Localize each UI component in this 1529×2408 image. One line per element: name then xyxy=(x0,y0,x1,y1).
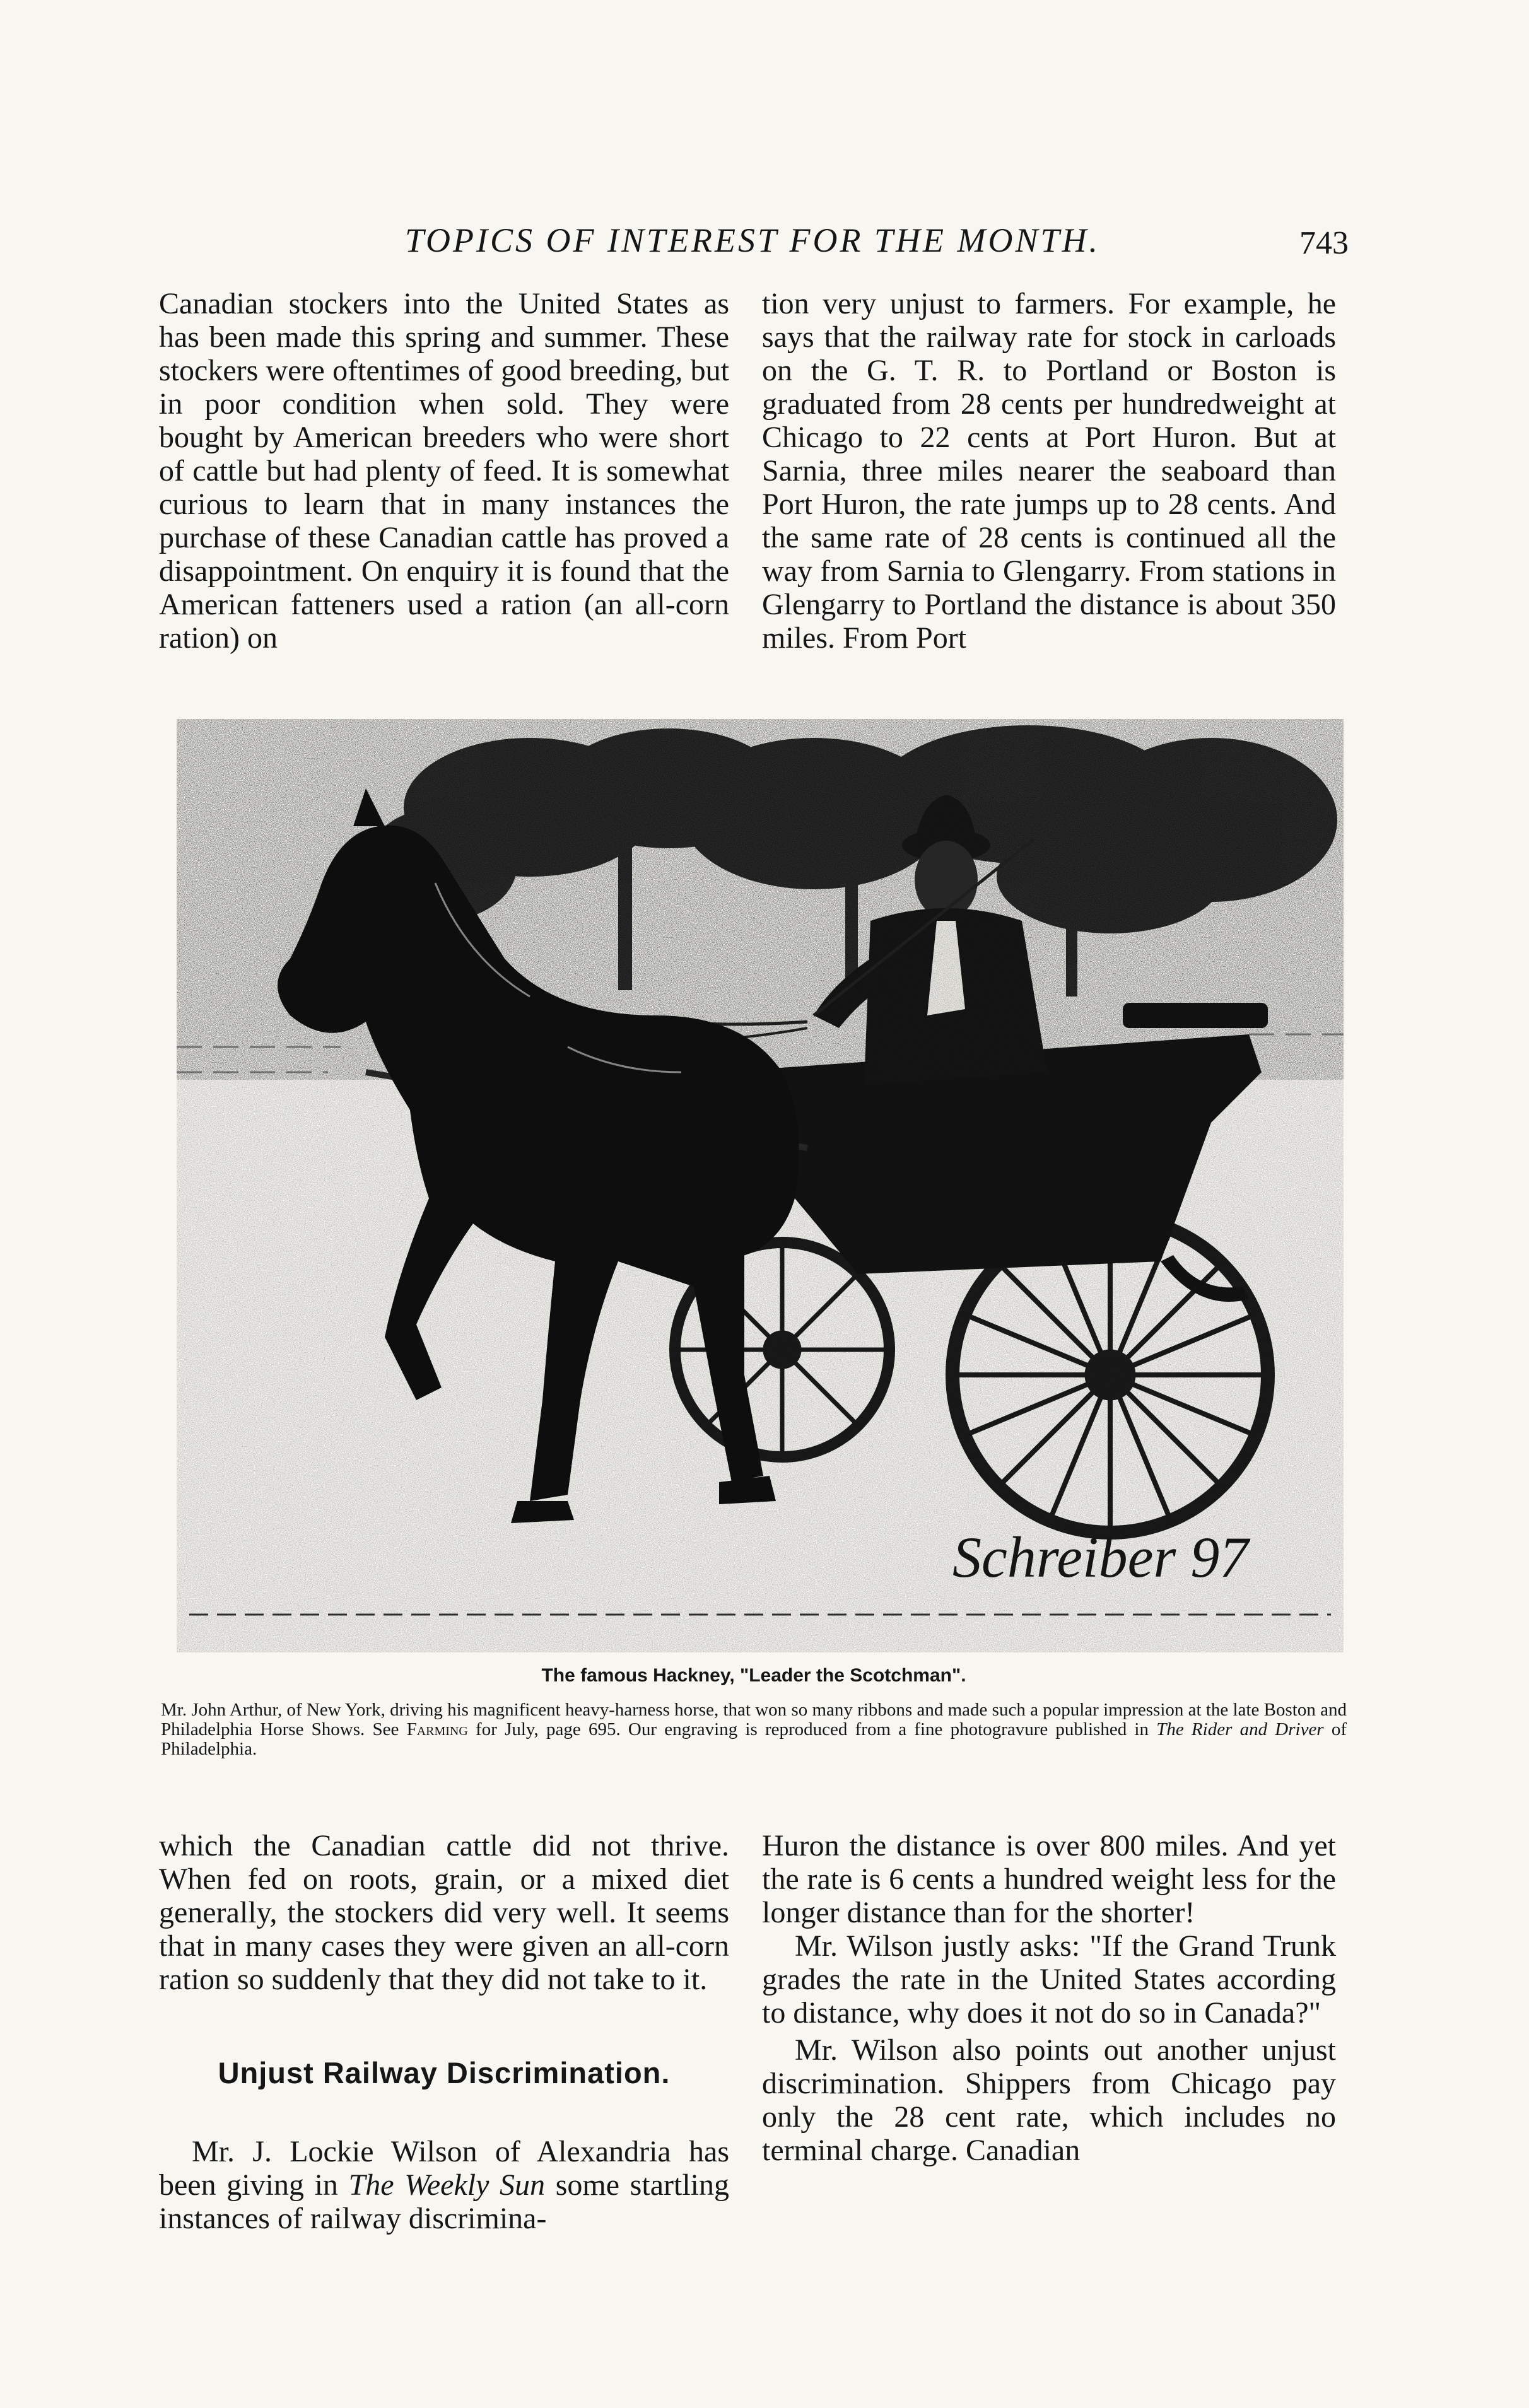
caption-text-part: of Philadelphia. xyxy=(161,1719,1347,1759)
caption-text-part: Mr. John Arthur, of New York, driving his magnificent heavy-harness horse, that won so many ribbons and made such a popular impression at the late Boston and Philadelphia Horse Shows. See xyxy=(161,1700,1347,1739)
engraving-image xyxy=(177,719,1344,1652)
page-number: 743 xyxy=(1299,225,1349,261)
caption-text xyxy=(161,1700,1347,1759)
figure-caption xyxy=(161,1665,1347,1759)
paragraph-text-part: Mr. J. Lockie Wilson of Alexandria has been giving in xyxy=(159,2135,729,2202)
artist-signature: Schreiber 97 xyxy=(952,1525,1249,1589)
paragraph-bottom-left-1: which the Canadian cattle did not thrive. When fed on roots, grain, or a mixed diet generally, the stockers did very well. It seems that in many cases they were given an all-corn ration so suddenly that they did not take to it. xyxy=(159,1829,729,1996)
column-top-right xyxy=(762,287,1336,691)
hackney-illustration xyxy=(177,719,1344,1652)
column-bottom-left xyxy=(159,1829,729,2397)
caption-text-part: for July, page 695. Our engraving is reproduced from a fine photogravure published in xyxy=(467,1719,1157,1739)
caption-publication-rider: The Rider and Driver xyxy=(1156,1719,1324,1739)
section-heading: Unjust Railway Discrimination. xyxy=(218,2056,671,2089)
caption-title: The famous Hackney, "Leader the Scotchman". xyxy=(541,1665,966,1686)
column-bottom-right xyxy=(762,1829,1336,2397)
running-title: TOPICS OF INTEREST FOR THE MONTH. xyxy=(404,221,1101,259)
paragraph-text-part: some startling instances of railway discrimina- xyxy=(159,2168,729,2235)
paragraph-bottom-right-2: Mr. Wilson justly asks: "If the Grand Trunk grades the rate in the United States according to distance, why does it not do so in Canada?" xyxy=(762,1929,1336,2030)
paragraph-bottom-right-1: Huron the distance is over 800 miles. And yet the rate is 6 cents a hundred weight less for the longer distance than for the shorter! xyxy=(762,1829,1336,1929)
paragraph-bottom-right-3: Mr. Wilson also points out another unjust discrimination. Shippers from Chicago pay only the 28 cent rate, which includes no terminal charge. Canadian xyxy=(762,2033,1336,2167)
paragraph-bottom-left-2 xyxy=(159,2135,729,2235)
column-top-left xyxy=(159,287,729,691)
paragraph-top-right: tion very unjust to farmers. For example, he says that the railway rate for stock in carloads on the G. T. R. to Portland or Boston is graduated from 28 cents per hundredweight at Chicago to 22 cents at Port Huron. But at Sarnia, three miles nearer the seaboard than Port Huron, the rate jumps up to 28 cents. And the same rate of 28 cents is continued all the way from Sarnia to Glengarry. From stations in Glengarry to Portland the distance is about 350 miles. From Port xyxy=(762,287,1336,655)
caption-publication-farming: Farming xyxy=(406,1719,468,1739)
paragraph-top-left: Canadian stockers into the United States as has been made this spring and summer. These stockers were oftentimes of good breeding, but in poor condition when sold. They were bought by American breeders who were short of cattle but had plenty of feed. It is somewhat curious to learn that in many instances the purchase of these Canadian cattle has proved a disappointment. On enquiry it is found that the American fatteners used a ration (an all-corn ration) on xyxy=(159,287,729,655)
page-header xyxy=(156,221,1349,271)
newspaper-title: The Weekly Sun xyxy=(348,2168,546,2202)
